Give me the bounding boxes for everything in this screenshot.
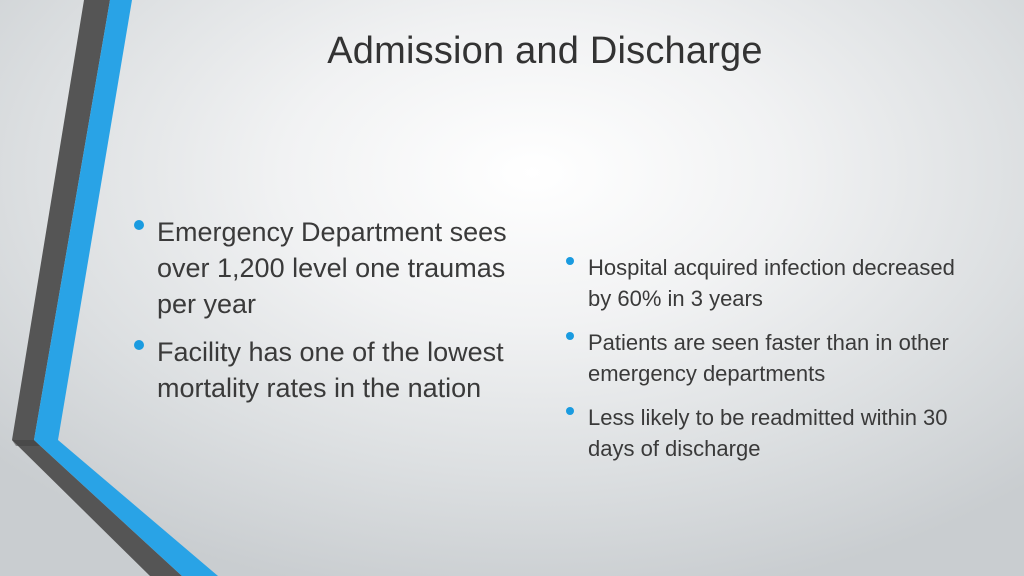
bullet-text: Facility has one of the lowest mortality rates in the nation xyxy=(157,337,504,403)
list-item xyxy=(157,214,537,322)
list-item xyxy=(588,327,968,389)
list-item xyxy=(157,334,537,406)
bullet-text: Patients are seen faster than in other emergency departments xyxy=(588,330,949,386)
bullet-text: Less likely to be readmitted within 30 days of discharge xyxy=(588,405,948,461)
bullet-dot-icon xyxy=(134,220,144,230)
list-item xyxy=(588,252,968,314)
bullet-dot-icon xyxy=(566,407,574,415)
right-bullet-list xyxy=(588,252,968,477)
bullet-dot-icon xyxy=(566,257,574,265)
list-item xyxy=(588,402,968,464)
bullet-text: Hospital acquired infection decreased by 60% in 3 years xyxy=(588,255,955,311)
blue-diagonal-stripe xyxy=(34,440,218,576)
bullet-dot-icon xyxy=(134,340,144,350)
bullet-text: Emergency Department sees over 1,200 level one traumas per year xyxy=(157,217,507,319)
bullet-dot-icon xyxy=(566,332,574,340)
dark-diagonal-stripe xyxy=(12,440,182,576)
slide-title: Admission and Discharge xyxy=(327,30,763,72)
left-bullet-list xyxy=(157,214,537,418)
